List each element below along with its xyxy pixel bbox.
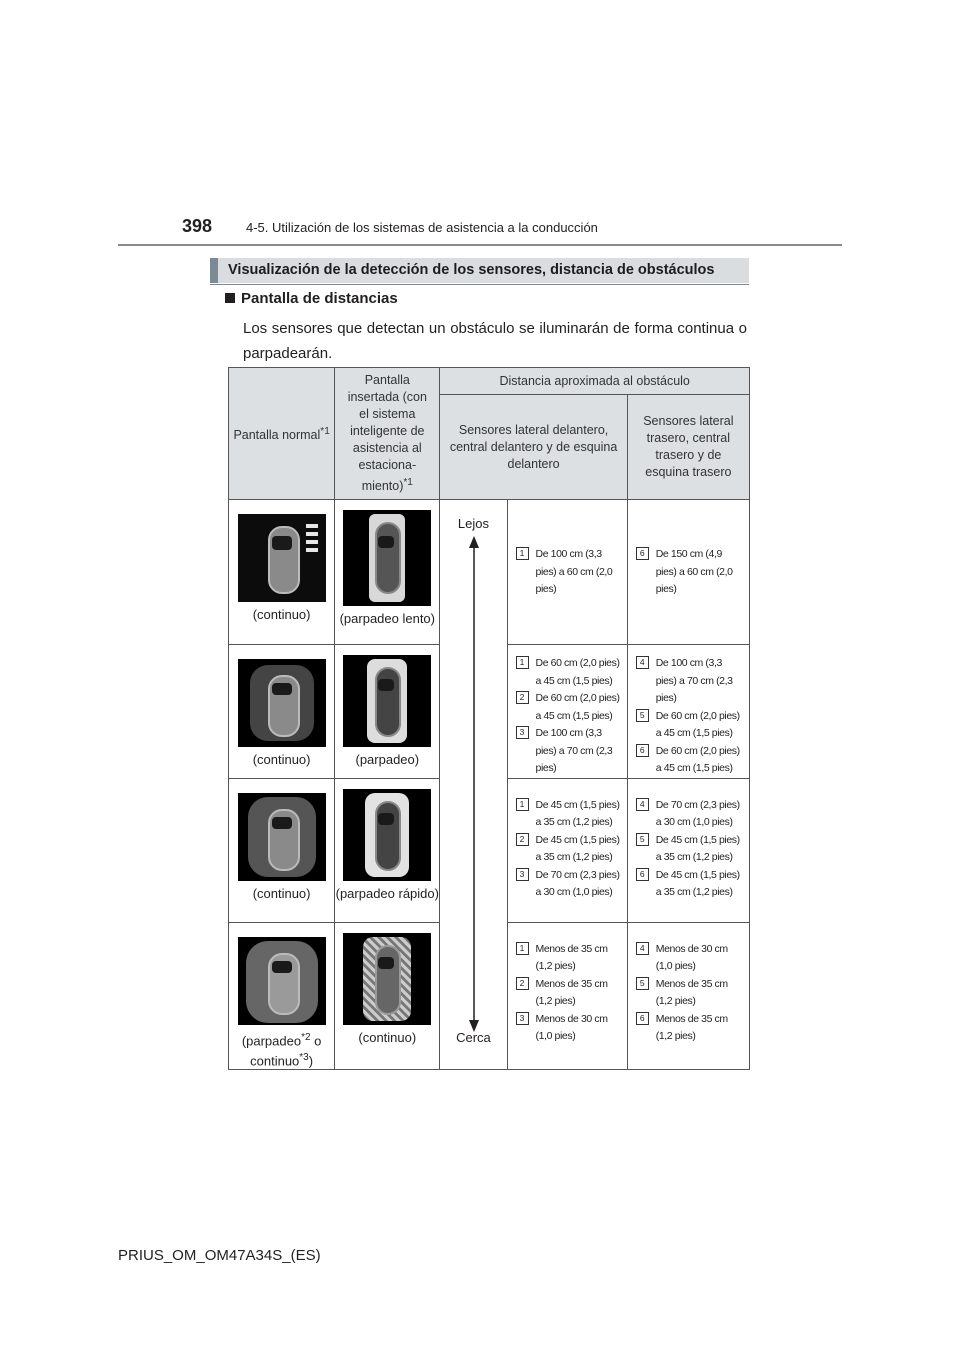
inset-caption: (continuo)	[358, 1029, 417, 1045]
normal-display-cell	[229, 922, 335, 1070]
list-item: 4 De 100 cm (3,3 pies) a 70 cm (2,3 pies)	[634, 655, 745, 708]
list-item: 4 Menos de 30 cm (1,0 pies)	[634, 941, 745, 976]
list-item: 6 Menos de 35 cm (1,2 pies)	[634, 1011, 745, 1046]
list-item: 1 De 60 cm (2,0 pies) a 45 cm (1,5 pies)	[514, 655, 623, 690]
list-item: 3 De 100 cm (3,3 pies) a 70 cm (2,3 pies)	[514, 725, 623, 778]
list-item: 5 De 60 cm (2,0 pies) a 45 cm (1,5 pies)	[634, 708, 745, 743]
footnote-ref: *1	[403, 476, 413, 488]
list-item: 2 De 60 cm (2,0 pies) a 45 cm (1,5 pies)	[514, 690, 623, 725]
distance-table	[228, 367, 750, 1070]
far-label: Lejos	[457, 516, 489, 531]
inset-caption: (parpadeo lento)	[339, 611, 435, 626]
footnote-ref: *1	[320, 425, 330, 437]
normal-caption: (continuo)	[252, 607, 311, 622]
list-item: 6 De 150 cm (4,9 pies) a 60 cm (2,0 pies)	[634, 546, 745, 599]
header-rear-sensors	[627, 395, 749, 500]
normal-caption: (continuo)	[252, 885, 311, 901]
front-distance-list	[508, 500, 627, 599]
rear-distance-cell	[627, 645, 749, 779]
list-item: 2 De 45 cm (1,5 pies) a 35 cm (1,2 pies)	[514, 832, 623, 867]
front-distance-list	[508, 779, 627, 902]
section-title: Visualización de la detección de los sensores, distancia de obstáculos	[228, 262, 715, 278]
subsection-title: Pantalla de distancias	[241, 290, 398, 307]
header-rear-label: Sensores lateral trasero, central trasero y de esquina trasero	[643, 414, 734, 479]
list-item: 3 De 70 cm (2,3 pies) a 30 cm (1,0 pies)	[514, 867, 623, 902]
car-sensor-image	[238, 514, 326, 602]
section-header	[210, 258, 749, 283]
front-distance-cell	[507, 922, 627, 1070]
inset-caption: (parpadeo rápido)	[335, 885, 439, 901]
inset-display-cell	[335, 500, 440, 645]
section-underline	[210, 284, 749, 285]
car-sensor-image	[343, 655, 431, 747]
page-number: 398	[182, 216, 213, 236]
rear-distance-list	[628, 645, 749, 778]
inset-display-cell	[335, 645, 440, 779]
rear-distance-list	[628, 500, 749, 599]
header-rule	[118, 244, 842, 246]
rear-distance-cell	[627, 778, 749, 922]
header-normal-display	[229, 368, 335, 500]
car-sensor-image	[238, 659, 326, 747]
header-inset-label: Pantalla insertada (con el sistema inteligente de asistencia al estaciona-miento)	[347, 372, 427, 494]
front-distance-list	[508, 645, 627, 778]
car-sensor-image	[238, 937, 326, 1025]
header-inset-display	[335, 368, 440, 500]
header-distance-label: Distancia aproximada al obstáculo	[499, 373, 690, 388]
normal-display-cell	[229, 778, 335, 922]
list-item: 1 De 45 cm (1,5 pies) a 35 cm (1,2 pies)	[514, 797, 623, 832]
list-item: 1 De 100 cm (3,3 pies) a 60 cm (2,0 pies)	[514, 546, 623, 599]
list-item: 6 De 45 cm (1,5 pies) a 35 cm (1,2 pies)	[634, 867, 745, 902]
subsection-header	[225, 290, 398, 307]
table-row	[229, 500, 750, 645]
double-arrow-icon	[467, 536, 481, 1032]
rear-distance-list	[628, 923, 749, 1046]
normal-display-cell	[229, 645, 335, 779]
front-distance-cell	[507, 778, 627, 922]
intro-paragraph: Los sensores que detectan un obstáculo se iluminarán de forma continua o parpadearán.	[243, 320, 747, 362]
inset-caption: (parpadeo)	[355, 752, 420, 767]
car-sensor-image	[343, 510, 431, 606]
list-item: 1 Menos de 35 cm (1,2 pies)	[514, 941, 623, 976]
square-bullet-icon	[225, 293, 235, 303]
normal-caption: (continuo)	[252, 752, 311, 767]
list-item: 5 Menos de 35 cm (1,2 pies)	[634, 976, 745, 1011]
header-front-sensors	[440, 395, 627, 500]
rear-distance-cell	[627, 500, 749, 645]
list-item: 6 De 60 cm (2,0 pies) a 45 cm (1,5 pies)	[634, 743, 745, 778]
list-item: 5 De 45 cm (1,5 pies) a 35 cm (1,2 pies)	[634, 832, 745, 867]
normal-caption: (parpadeo$^{*2}$ o continuo$^{*3}$)	[241, 1031, 322, 1069]
front-distance-list	[508, 923, 627, 1046]
front-distance-cell	[507, 500, 627, 645]
header-front-label: Sensores lateral delantero, central delantero y de esquina delantero	[449, 422, 618, 471]
normal-display-cell	[229, 500, 335, 645]
car-sensor-image	[343, 789, 431, 881]
near-label: Cerca	[456, 1030, 491, 1045]
footer-code: PRIUS_OM_OM47A34S_(ES)	[118, 1247, 321, 1264]
inset-display-cell	[335, 778, 440, 922]
rear-distance-cell	[627, 922, 749, 1070]
header-distance	[440, 368, 750, 395]
car-sensor-image	[343, 933, 431, 1025]
list-item: 3 Menos de 30 cm (1,0 pies)	[514, 1011, 623, 1046]
chapter-title: 4-5. Utilización de los sistemas de asistencia a la conducción	[246, 220, 598, 235]
inset-display-cell	[335, 922, 440, 1070]
distance-arrow-cell	[440, 500, 507, 1070]
car-sensor-image	[238, 793, 326, 881]
rear-distance-list	[628, 779, 749, 902]
list-item: 2 Menos de 35 cm (1,2 pies)	[514, 976, 623, 1011]
list-item: 4 De 70 cm (2,3 pies) a 30 cm (1,0 pies)	[634, 797, 745, 832]
header-normal-label: Pantalla normal	[233, 428, 321, 443]
front-distance-cell	[507, 645, 627, 779]
